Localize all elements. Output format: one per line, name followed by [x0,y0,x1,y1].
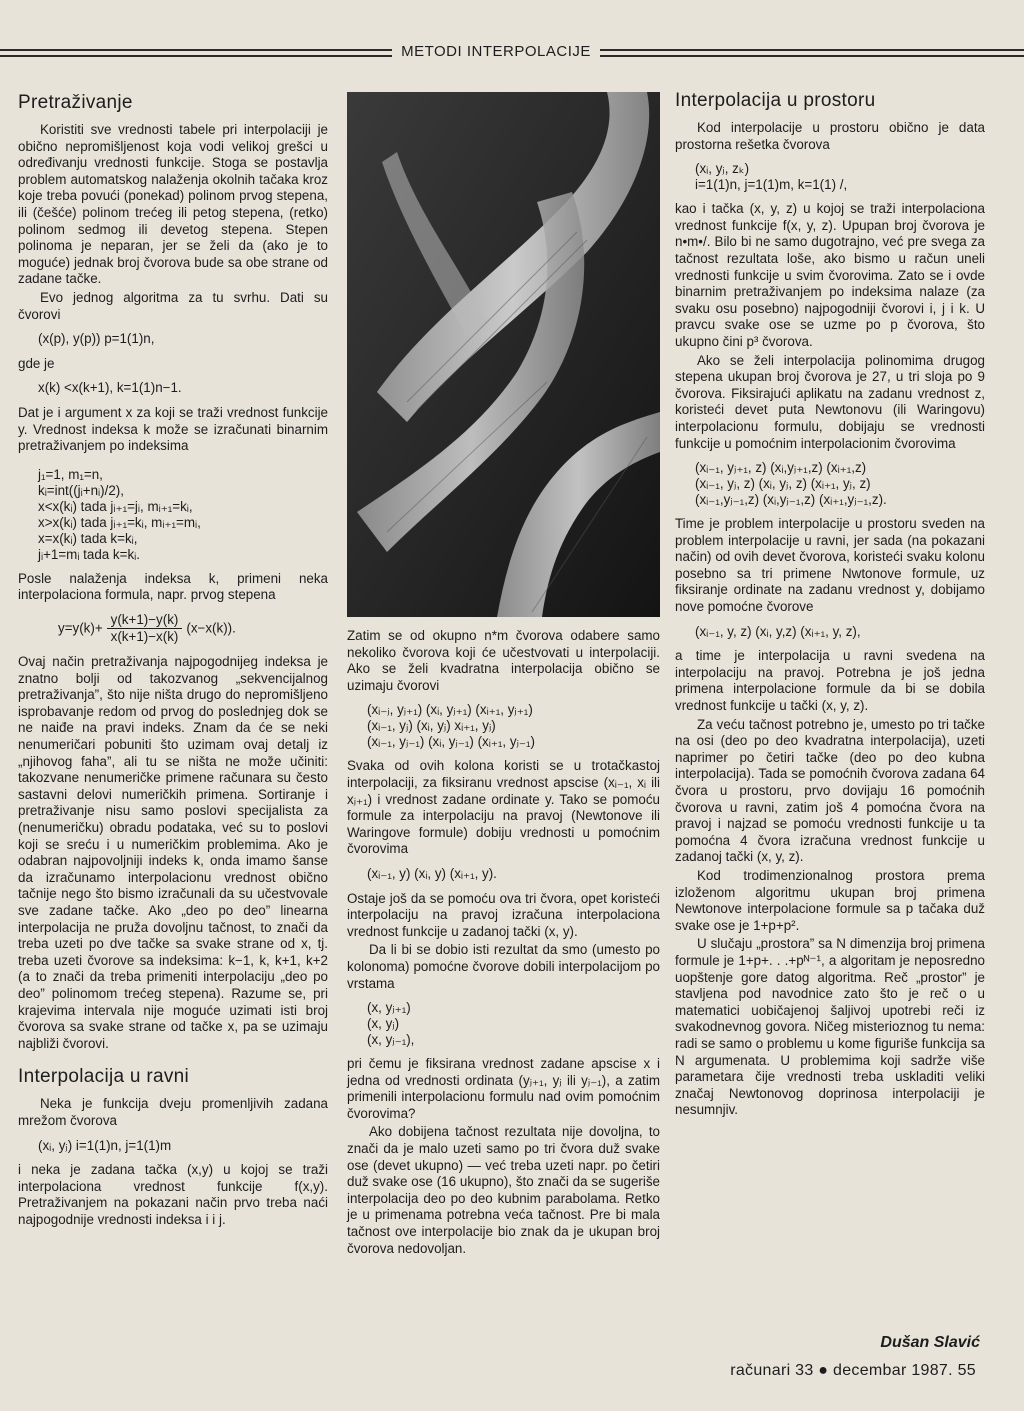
column-2 [347,628,660,1259]
column-3 [675,90,985,1121]
paper-tape-illustration [347,92,660,617]
header-rule-right [600,49,1024,57]
formula-line: (x, yⱼ₊₁) [367,1000,411,1016]
paragraph: Da li bi se dobio isti rezultat da smo (umesto po kolonoma) pomoćne čvorove dobili interpolacijom po vrstama [347,942,660,991]
formula-linear-interpolation [58,612,328,646]
formula-line: (xᵢ, yⱼ, zₖ) [695,161,750,177]
paragraph: Svaka od ovih kolona koristi se u trotačkastoj interpolaciji, za fiksiranu vrednost apscise (xᵢ₋₁, xᵢ ili xⱼ₊₁) i vrednost zadane ordinate y. Tako se pomoću formule za interpolaciju na pravoj (Newtonove ili Waringove formule) dobiju vrednosti u pomoćnim čvorovima [347,758,660,857]
paragraph: Evo jednog algoritma za tu svrhu. Dati su čvorovi [18,289,328,322]
paragraph: Time je problem interpolacije u prostoru sveden na problem interpolacije u ravni, jer sada (na pokazani način) od ovih devet čvorova, koristeći svaku kolonu posebno sa tri primene Nwtonove formule, uz fiksiranje ordinate na zadanu vrednost y, dobijamo nove pomoćne čvorove [675,516,985,615]
algorithm-line: jᵢ+1=mᵢ tada k=kᵢ. [38,546,140,562]
formula-line: (xᵢ₋₁, yⱼ₊₁, z) (xᵢ,yⱼ₊₁,z) (xᵢ₊₁,z) [695,460,867,476]
paper-tape-photo [347,92,660,617]
algorithm-line: j₁=1, m₁=n, [38,466,103,482]
paragraph: gde je [18,355,55,371]
paragraph: pri čemu je fiksirana vrednost zadane apscise x i jedna od vrednosti ordinata (yⱼ₊₁, yⱼ ili yⱼ₋₁), a zatim primenili interpolacionu formulu nad ovim pomoćnim čvorovima? [347,1056,660,1121]
author-signature: Dušan Slavić [880,1334,980,1351]
formula-ordering: x(k) <x(k+1), k=1(1)n−1. [38,380,182,396]
formula-line: (xᵢ₋ⱼ, yⱼ₊₁) (xᵢ, yⱼ₊₁) (xᵢ₊₁, yⱼ₊₁) [367,702,533,718]
section-heading-interpolacija-u-prostoru: Interpolacija u prostoru [675,90,876,111]
formula-plane-nodes: (xᵢ₋₁, y, z) (xᵢ, y,z) (xᵢ₊₁, y, z), [695,623,861,639]
paragraph: i neka je zadana tačka (x,y) u kojoj se traži interpolaciona vrednost funkcije f(x,y). Pretraživanjem na pokazani način prvo treba naći najpogodnije vrednosti indeksa i i j. [18,1162,328,1227]
paragraph: Ostaje još da se pomoću ova tri čvora, opet koristeći interpolaciju na pravoj izračuna interpolaciona vrednost funkcije u zadanoj tački (x, y). [347,890,660,939]
column-1 [18,92,328,1230]
fraction-denominator: x(k+1)−x(k) [110,629,179,645]
running-header [0,40,1024,68]
algorithm-line: x>x(kᵢ) tada jᵢ₊₁=kᵢ, mᵢ₊₁=mᵢ, [38,514,201,530]
header-title: METODI INTERPOLACIJE [401,43,591,60]
algorithm-line: x<x(kᵢ) tada jᵢ₊₁=jᵢ, mᵢ₊₁=kᵢ, [38,498,193,514]
algorithm-line: x=x(kᵢ) tada k=kᵢ, [38,530,138,546]
fraction [107,612,183,646]
paragraph: Ovaj način pretraživanja najpogodnijeg indeksa je znatno bolji od takozvanog „sekvencijalnog pretraživanja”, što nije ništa drugo do nepromišljeno isprobavanje redom od prvog do poslednjeg dok se ne naiđe na pravi indeks. Znam da će se neki nenumeričari pobuniti što uzimam ovaj detalj iz „njihovog faha”, ali tu se ništa ne može učiniti: takozvane nenumeričke primene računara su često sastavni delovi numeričkih primena. Sortiranje i pretraživanje nisu samo poslovi specijalista za (nenumeričku) obradu podataka, već su to poslovi koji se sreću i u numeričkim problemima. Ako je odabran najpovoljniji indeks k, onda imamo šanse da izračunamo interpolacionu vrednost obično tačnije nego što bismo izračunali da su učestvovale sve zadane tačke. Ako „deo po deo” linearna interpolacija ne pruža dovoljnu tačnost, to znači da treba uzeti po dve tačke sa svake strane od x, tj. treba uzeti čvorove sa indeksima: k−1, k, k+1, k+2 (a to znači da treba primeniti interpolaciju „deo po deo” polinomom trećeg stepena). Razume se, pri krajevima intervala nije moguće uzimati isti broj čvorova sa svake strane od tačke x, pa se uzimaju najbliži čvorovi. [18,654,328,1051]
page-folio: računari 33 ● decembar 1987. 55 [730,1362,976,1379]
paragraph: a time je interpolacija u ravni svedena na interpolaciju na pravoj. Potrebna je još jedna primena interpolacione formule da bi se dobila vrednost funkcije u tački (x, y, z). [675,648,985,714]
formula-row-nodes [367,1000,660,1048]
formula-line: (x, yⱼ) [367,1016,400,1032]
algorithm-line: kᵢ=int((jᵢ+nᵢ)/2), [38,482,124,498]
formula-line: (xᵢ₋₁,yⱼ₋₁,z) (xᵢ,yⱼ₋₁,z) (xᵢ₊₁,yⱼ₋₁,z). [695,492,887,508]
formula-line: (xᵢ₋₁, yⱼ) (xᵢ, yⱼ) xᵢ₊₁, yⱼ) [367,718,496,734]
formula-line: (x, yⱼ₋₁), [367,1032,415,1048]
formula-line: (xᵢ₋₁, yⱼ₋₁) (xᵢ, yⱼ₋₁) (xᵢ₊₁, yⱼ₋₁) [367,734,535,750]
section-heading-interpolacija-u-ravni: Interpolacija u ravni [18,1066,190,1088]
formula-nodes-3d [695,460,985,508]
header-rule-left [0,49,392,57]
formula-nodes: (x(p), y(p)) p=1(1)n, [38,331,155,347]
section-heading-pretrazivanje: Pretraživanje [18,92,133,113]
paragraph: Ako se želi interpolacija polinomima drugog stepena ukupan broj čvorova je 27, u tri sloja po 9 čvorova. Fiksirajući aplikatu na zadanu vrednost z, koristeći devet puta Newtonovu (ili Waringovu) interpolacionu formulu, dobijaju se vrednosti funkcije u pomoćnim interpolacionim čvorovima [675,352,985,451]
formula-line: (xᵢ₋₁, yⱼ, z) (xᵢ, yⱼ, z) (xᵢ₊₁, yⱼ, z) [695,476,871,492]
paragraph: Ako dobijena tačnost rezultata nije dovoljna, to znači da je malo uzeti samo po tri čvora duž svake ose (devet ukupno) — već treba uzeti napr. po četiri duž svake ose (16 ukupno), što znači da se sugeriše interpolacija deo po deo kubnim parabolama. Retko je u primenama potrebna veća tačnost. Pre bi mala tačnost ove interpolacije bio znak da je ukupan broj čvorova nedovoljan. [347,1124,660,1256]
paragraph: Dat je i argument x za koji se traži vrednost funkcije y. Vrednost indeksa k može se izračunati binarnim pretraživanjem po indeksima [18,404,328,454]
paragraph: Kod trodimenzionalnog prostora prema izloženom algoritmu ukupan broj primena Newtonove interpolacione formule sa p tačaka duž svake ose je 1+p+p². [675,867,985,933]
paragraph: Zatim se od okupno n*m čvorova odabere samo nekoliko čvorova koji će učestvovati u interpolaciji. Ako se želi kvadratna interpolacija obično se uzimaju čvorovi [347,628,660,693]
paragraph: Koristiti sve vrednosti tabele pri interpolaciji je obično nepromišljenost koja vodi velikoj grešci u određivanju vrednosti funkcije. Stoga se postavlja problem automatskog nalaženja okolnih tačaka kroz koje treba povući (ponekad) polinom prvog stepena, ili (češće) polinom trećeg ili petog stepena, (retko) polinom sedmog ili devetog stepena. Stepen polinoma je neparan, jer se želi da (ako je to moguće) jednak broj čvorova bude sa obe strane od zadane tačke. [18,122,328,287]
formula-grid-2d: (xᵢ, yⱼ) i=1(1)n, j=1(1)m [38,1137,172,1153]
formula-part: (x−x(k)). [186,620,236,636]
fraction-numerator: y(k+1)−y(k) [107,612,183,630]
paragraph: Posle nalaženja indeksa k, primeni neka interpolaciona formula, napr. prvog stepena [18,570,328,603]
paragraph: U slučaju „prostora” sa N dimenzija broj primena formule je 1+p+. . .+pᴺ⁻¹, a algoritam je neposredno uopštenje gore datog algoritma. Reč „prostor” je stavljena pod navodnice zato što je reč o u matematici uobičajenoj šaljivoj upotrebi reči iz svakodnevnog govora. Ničeg misterioznog tu nema: radi se samo o problemu u kome figuriše funkcija sa N argumenata. U problemima koji sadrže više parametara čije vrednosti treba uskladiti veliki značaj Newtonovog doprinosa interpolaciji je nesumnjiv. [675,936,985,1118]
paragraph: kao i tačka (x, y, z) u kojoj se traži interpolaciona vrednost funkcije f(x, y, z). Upupan broj čvorova je n•m•/. Bilo bi ne samo dugotrajno, već pre svega za tačnost rezultata loše, ako bismo u račun uneli vrednosti funkcije u svim čvorovima. Zato se i ovde binarnim pretraživanjem po indeksima nalaze (za svaku osu posebno) najpogodniji čvorovi i, j i k. U pravcu svake ose se uzme po p čvorova, što ukupno čini p³ čvorova. [675,201,985,349]
formula-part: y=y(k)+ [58,620,103,636]
formula-line: i=1(1)n, j=1(1)m, k=1(1) /, [695,177,848,193]
paragraph: Kod interpolacije u prostoru obično je data prostorna rešetka čvorova [675,120,985,152]
paragraph: Neka je funkcija dveju promenljivih zadana mrežom čvorova [18,1096,328,1128]
formula-nodes-2d [367,702,660,750]
formula-auxiliary-nodes: (xᵢ₋₁, y) (xᵢ, y) (xᵢ₊₁, y). [367,865,497,881]
algorithm-block [38,467,328,563]
formula-grid-3d [695,161,985,193]
paragraph: Za veću tačnost potrebno je, umesto po tri tačke na osi (deo po deo kvadratna interpolacija), uzeti naprimer po četiri tačke (deo po deo kubna interpolacija). Tada se pomoćnih čvorova zadana 64 čvora u prostoru, prvo dovijaju 16 pomoćnih čvorova u ravni, zatim još 4 pomoćna čvora na pravoj i najzad se pomoću vrednosti funkcije u ta pomoćna 4 čvora izračuna vrednost funkcije u zadanoj tački (x, y, z). [675,716,985,865]
